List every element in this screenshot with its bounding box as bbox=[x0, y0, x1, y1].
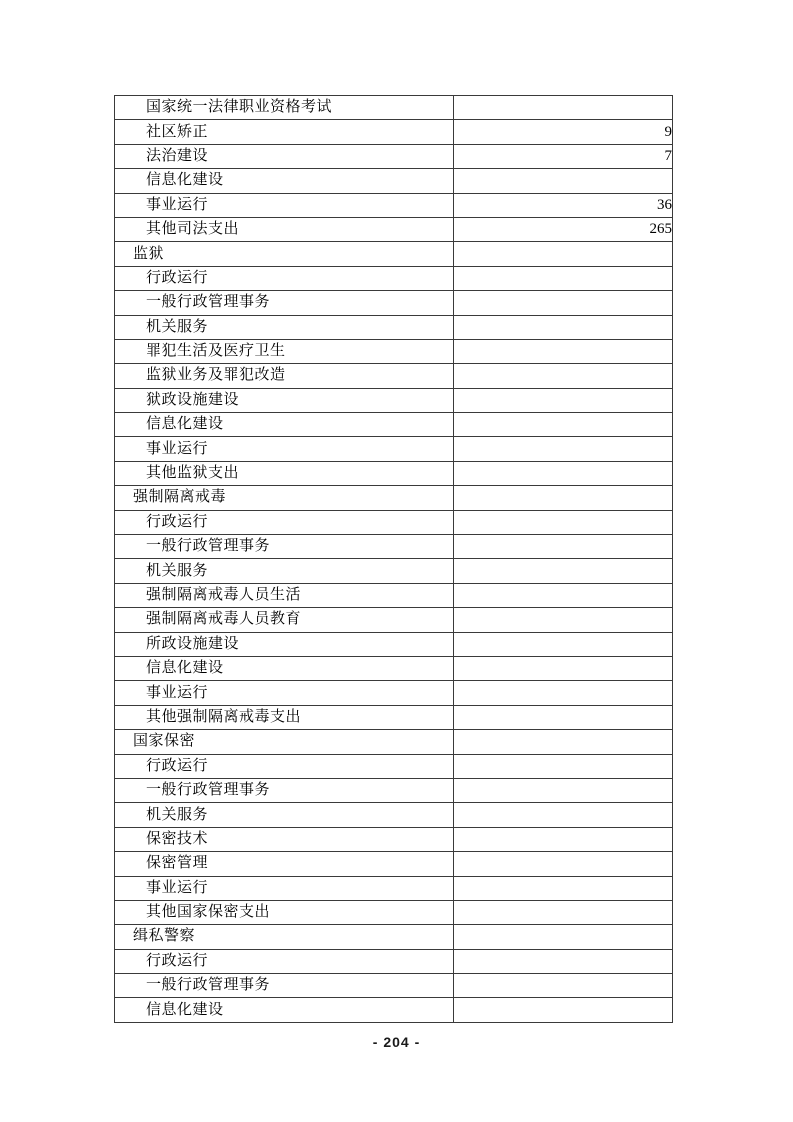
category-cell: 信息化建设 bbox=[115, 413, 454, 437]
amount-cell bbox=[454, 632, 673, 656]
category-cell: 一般行政管理事务 bbox=[115, 974, 454, 998]
category-cell: 所政设施建设 bbox=[115, 632, 454, 656]
amount-cell bbox=[454, 291, 673, 315]
table-row bbox=[115, 364, 673, 388]
category-cell: 机关服务 bbox=[115, 559, 454, 583]
amount-cell bbox=[454, 949, 673, 973]
table-row bbox=[115, 681, 673, 705]
category-cell: 事业运行 bbox=[115, 876, 454, 900]
amount-cell bbox=[454, 559, 673, 583]
page-number: - 204 - bbox=[372, 1034, 421, 1050]
table-row bbox=[115, 242, 673, 266]
category-cell: 国家保密 bbox=[115, 730, 454, 754]
table-row bbox=[115, 949, 673, 973]
amount-cell bbox=[454, 242, 673, 266]
table-row bbox=[115, 705, 673, 729]
table-row bbox=[115, 169, 673, 193]
category-cell: 强制隔离戒毒人员教育 bbox=[115, 608, 454, 632]
budget-expenditure-table bbox=[114, 95, 673, 1023]
amount-cell bbox=[454, 461, 673, 485]
category-cell: 监狱业务及罪犯改造 bbox=[115, 364, 454, 388]
amount-cell bbox=[454, 705, 673, 729]
table-row bbox=[115, 632, 673, 656]
amount-cell bbox=[454, 681, 673, 705]
category-cell: 行政运行 bbox=[115, 510, 454, 534]
amount-cell bbox=[454, 388, 673, 412]
amount-cell bbox=[454, 730, 673, 754]
category-cell: 信息化建设 bbox=[115, 169, 454, 193]
category-cell: 监狱 bbox=[115, 242, 454, 266]
table-row bbox=[115, 998, 673, 1022]
category-cell: 其他国家保密支出 bbox=[115, 900, 454, 924]
amount-cell: 36 bbox=[454, 193, 673, 217]
amount-cell bbox=[454, 827, 673, 851]
category-cell: 狱政设施建设 bbox=[115, 388, 454, 412]
amount-cell bbox=[454, 925, 673, 949]
category-cell: 罪犯生活及医疗卫生 bbox=[115, 339, 454, 363]
category-cell: 保密管理 bbox=[115, 852, 454, 876]
table-row bbox=[115, 120, 673, 144]
amount-cell bbox=[454, 876, 673, 900]
category-cell: 信息化建设 bbox=[115, 656, 454, 680]
table-row bbox=[115, 656, 673, 680]
category-cell: 缉私警察 bbox=[115, 925, 454, 949]
category-cell: 机关服务 bbox=[115, 803, 454, 827]
amount-cell bbox=[454, 413, 673, 437]
table-row bbox=[115, 803, 673, 827]
amount-cell bbox=[454, 169, 673, 193]
table-row bbox=[115, 486, 673, 510]
table-row bbox=[115, 925, 673, 949]
table-row bbox=[115, 535, 673, 559]
table-row bbox=[115, 339, 673, 363]
table-row bbox=[115, 559, 673, 583]
amount-cell bbox=[454, 803, 673, 827]
table-row bbox=[115, 96, 673, 120]
amount-cell bbox=[454, 852, 673, 876]
amount-cell bbox=[454, 96, 673, 120]
category-cell: 一般行政管理事务 bbox=[115, 535, 454, 559]
table-row bbox=[115, 266, 673, 290]
table-row bbox=[115, 217, 673, 241]
table-row bbox=[115, 974, 673, 998]
category-cell: 社区矫正 bbox=[115, 120, 454, 144]
amount-cell: 7 bbox=[454, 144, 673, 168]
category-cell: 国家统一法律职业资格考试 bbox=[115, 96, 454, 120]
amount-cell bbox=[454, 778, 673, 802]
table-row bbox=[115, 778, 673, 802]
category-cell: 强制隔离戒毒 bbox=[115, 486, 454, 510]
amount-cell bbox=[454, 754, 673, 778]
table-row bbox=[115, 730, 673, 754]
category-cell: 行政运行 bbox=[115, 266, 454, 290]
table-row bbox=[115, 583, 673, 607]
amount-cell: 9 bbox=[454, 120, 673, 144]
table-row bbox=[115, 193, 673, 217]
amount-cell bbox=[454, 364, 673, 388]
amount-cell: 265 bbox=[454, 217, 673, 241]
amount-cell bbox=[454, 339, 673, 363]
table-row bbox=[115, 413, 673, 437]
table-row bbox=[115, 461, 673, 485]
table-row bbox=[115, 291, 673, 315]
category-cell: 法治建设 bbox=[115, 144, 454, 168]
category-cell: 机关服务 bbox=[115, 315, 454, 339]
amount-cell bbox=[454, 608, 673, 632]
amount-cell bbox=[454, 486, 673, 510]
category-cell: 一般行政管理事务 bbox=[115, 291, 454, 315]
table-row bbox=[115, 315, 673, 339]
category-cell: 事业运行 bbox=[115, 437, 454, 461]
table-row bbox=[115, 388, 673, 412]
table-row bbox=[115, 608, 673, 632]
category-cell: 其他监狱支出 bbox=[115, 461, 454, 485]
table-row bbox=[115, 876, 673, 900]
category-cell: 行政运行 bbox=[115, 754, 454, 778]
category-cell: 事业运行 bbox=[115, 193, 454, 217]
category-cell: 保密技术 bbox=[115, 827, 454, 851]
amount-cell bbox=[454, 998, 673, 1022]
table-row bbox=[115, 900, 673, 924]
amount-cell bbox=[454, 656, 673, 680]
table-row bbox=[115, 754, 673, 778]
category-cell: 其他强制隔离戒毒支出 bbox=[115, 705, 454, 729]
amount-cell bbox=[454, 266, 673, 290]
amount-cell bbox=[454, 315, 673, 339]
amount-cell bbox=[454, 583, 673, 607]
budget-table-body bbox=[115, 96, 673, 1023]
amount-cell bbox=[454, 437, 673, 461]
category-cell: 行政运行 bbox=[115, 949, 454, 973]
amount-cell bbox=[454, 535, 673, 559]
amount-cell bbox=[454, 510, 673, 534]
category-cell: 事业运行 bbox=[115, 681, 454, 705]
table-row bbox=[115, 827, 673, 851]
amount-cell bbox=[454, 900, 673, 924]
table-row bbox=[115, 852, 673, 876]
category-cell: 强制隔离戒毒人员生活 bbox=[115, 583, 454, 607]
table-row bbox=[115, 437, 673, 461]
category-cell: 一般行政管理事务 bbox=[115, 778, 454, 802]
category-cell: 其他司法支出 bbox=[115, 217, 454, 241]
amount-cell bbox=[454, 974, 673, 998]
table-row bbox=[115, 144, 673, 168]
category-cell: 信息化建设 bbox=[115, 998, 454, 1022]
table-row bbox=[115, 510, 673, 534]
